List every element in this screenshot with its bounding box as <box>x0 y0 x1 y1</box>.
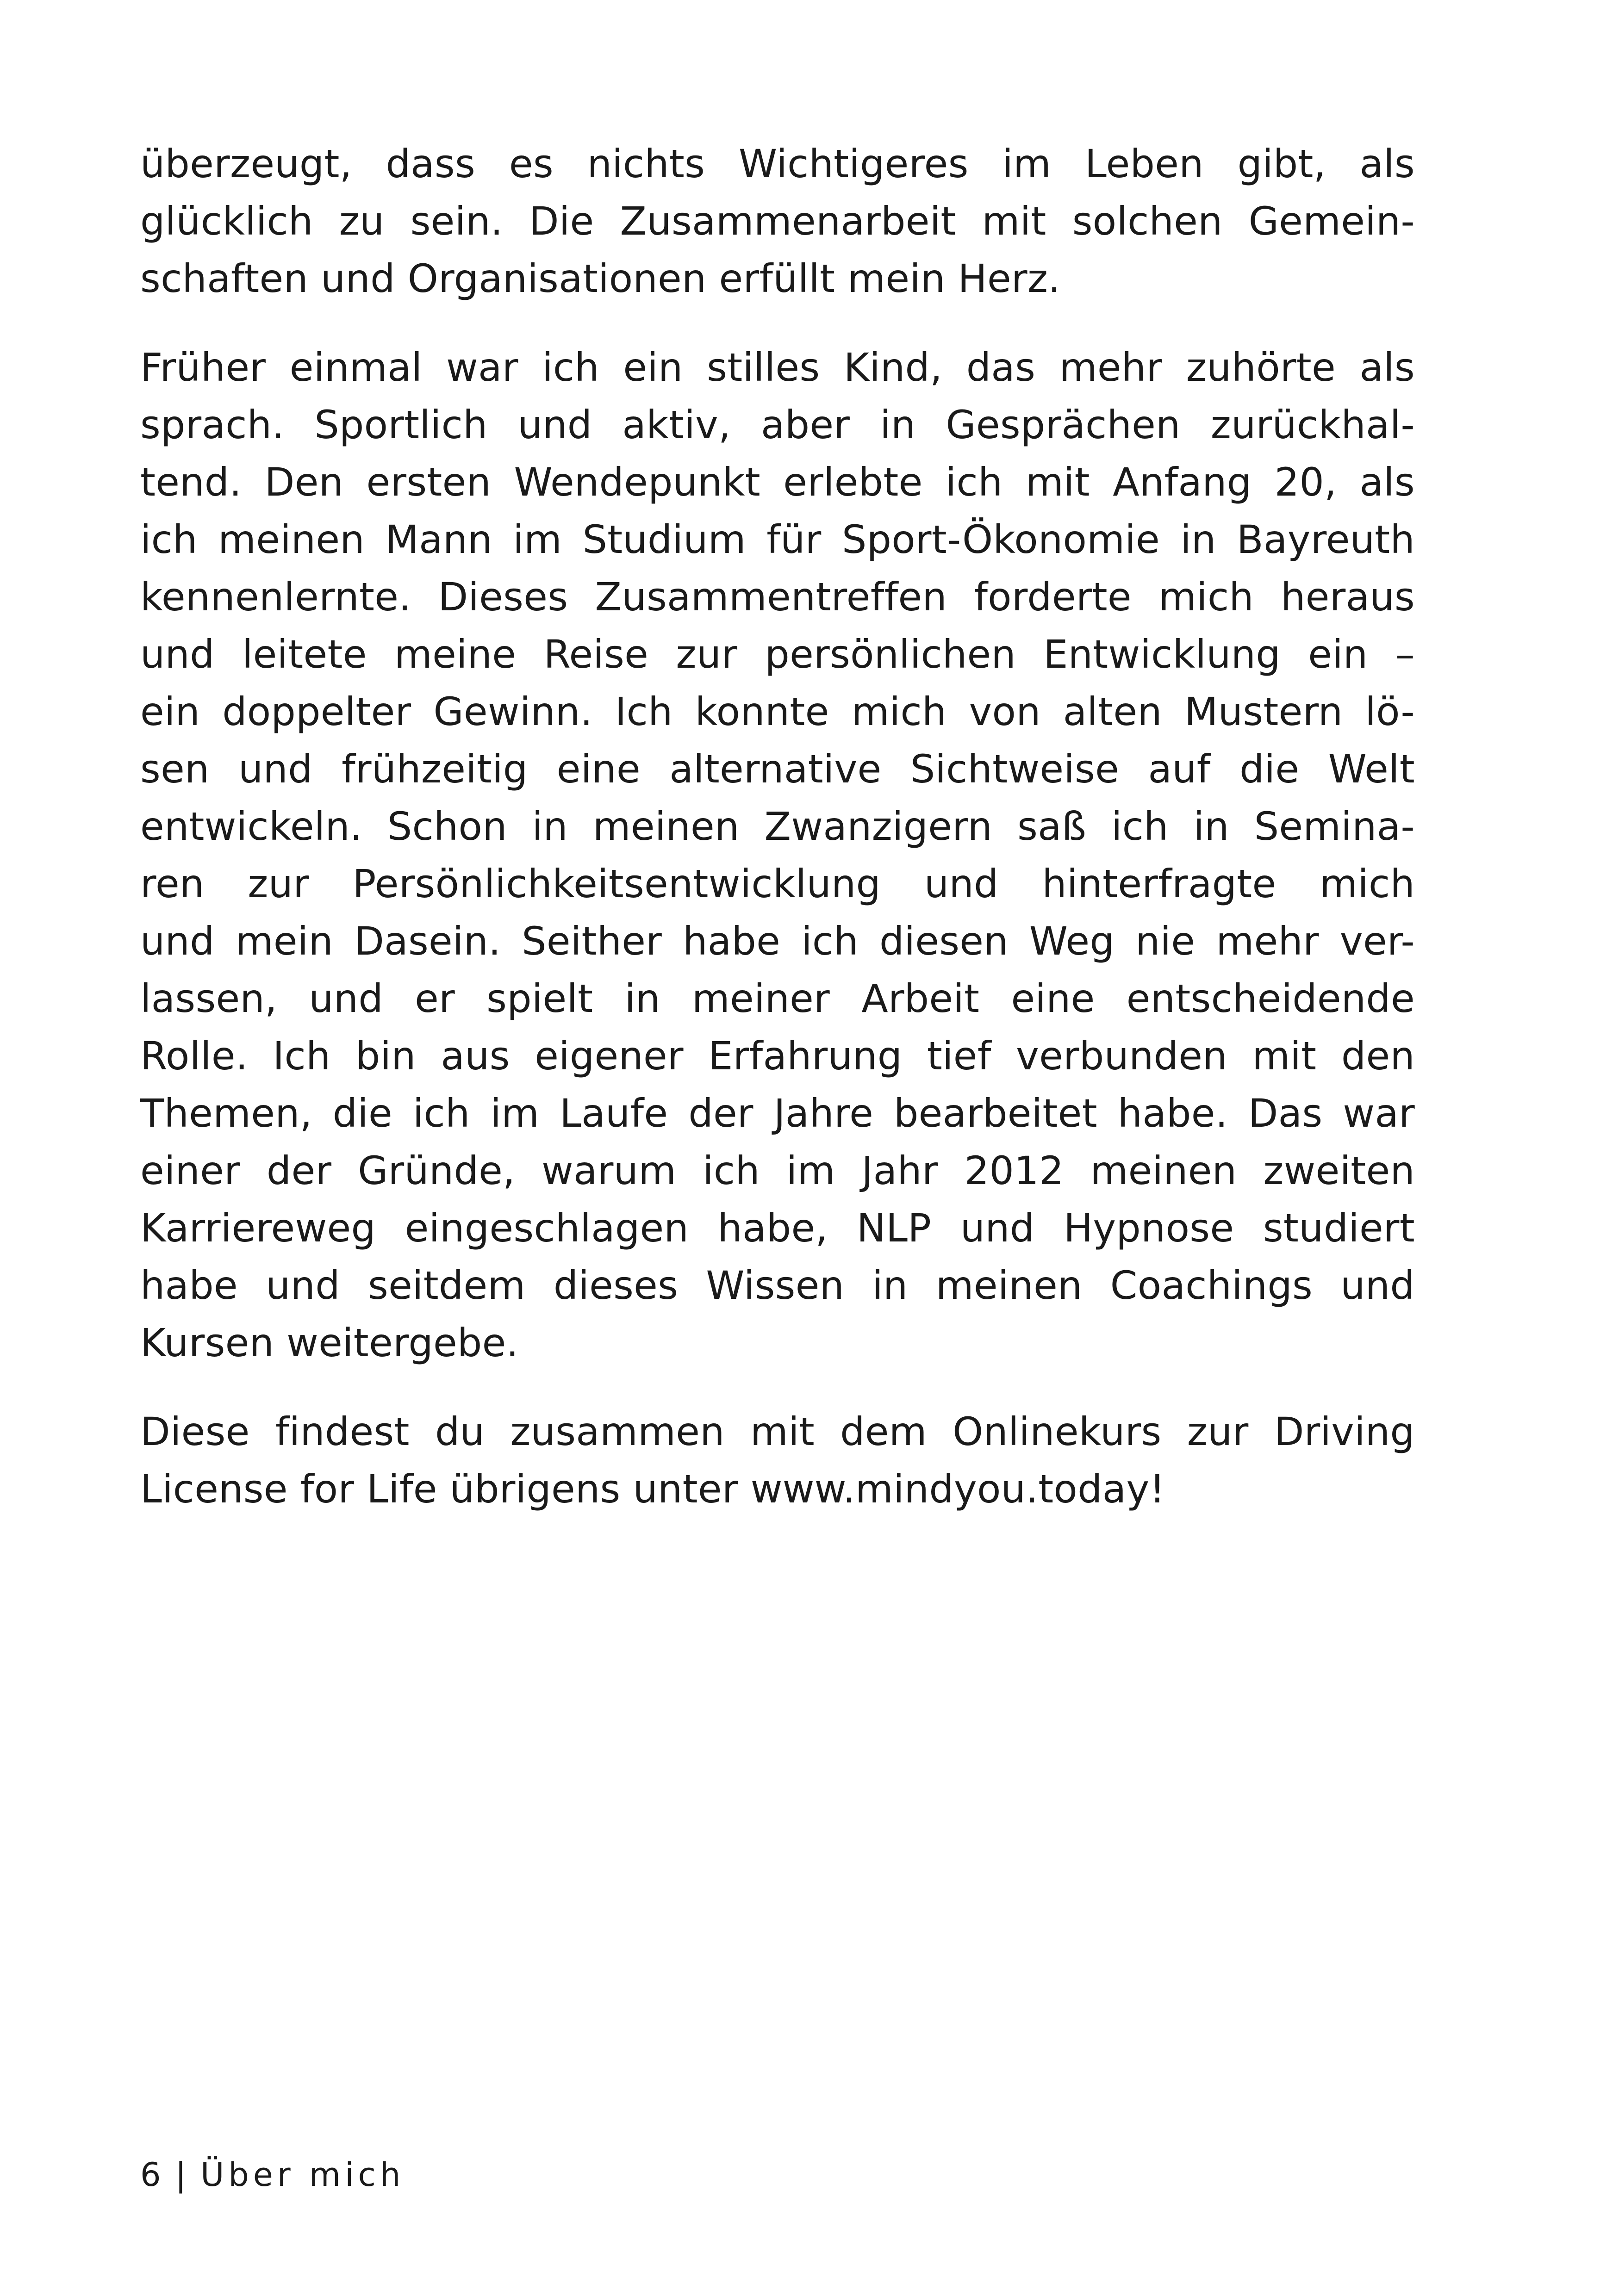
text-line: tend. Den ersten Wendepunkt erlebte ich mit Anfang 20, als <box>140 459 1415 505</box>
text-line: Früher einmal war ich ein stilles Kind, das mehr zuhörte als <box>140 345 1415 390</box>
text-line: License for Life übrigens unter www.mindyou.today! <box>140 1466 1165 1512</box>
text-line: Karriereweg eingeschlagen habe, NLP und Hypnose studiert <box>140 1205 1415 1251</box>
page-footer <box>140 2152 405 2198</box>
text-line: kennenlernte. Dieses Zusammentreffen forderte mich heraus <box>140 574 1415 620</box>
paragraph-3 <box>140 1403 1415 1518</box>
text-line: sprach. Sportlich und aktiv, aber in Gesprächen zurückhal- <box>140 402 1415 447</box>
text-line: und leitete meine Reise zur persönlichen Entwicklung ein – <box>140 632 1415 677</box>
paragraph-2 <box>140 339 1415 1371</box>
text-line: Kursen weitergebe. <box>140 1320 519 1365</box>
text-line: entwickeln. Schon in meinen Zwanzigern saß ich in Semina- <box>140 804 1415 849</box>
footer-separator: | <box>175 2156 191 2194</box>
page-number: 6 <box>140 2156 165 2194</box>
body-text <box>140 135 1415 1518</box>
text-line: schaften und Organisationen erfüllt mein Herz. <box>140 256 1061 301</box>
text-line: habe und seitdem dieses Wissen in meinen Coachings und <box>140 1263 1415 1308</box>
text-line: lassen, und er spielt in meiner Arbeit eine entscheidende <box>140 976 1415 1021</box>
text-line: und mein Dasein. Seither habe ich diesen Weg nie mehr ver- <box>140 918 1415 964</box>
text-line: überzeugt, dass es nichts Wichtigeres im Leben gibt, als <box>140 141 1415 186</box>
text-line: sen und frühzeitig eine alternative Sichtweise auf die Welt <box>140 746 1415 792</box>
text-line: ein doppelter Gewinn. Ich konnte mich von alten Mustern lö- <box>140 689 1415 734</box>
text-line: glücklich zu sein. Die Zusammenarbeit mit solchen Gemein- <box>140 199 1415 244</box>
paragraph-1 <box>140 135 1415 307</box>
text-line: Themen, die ich im Laufe der Jahre bearbeitet habe. Das war <box>140 1091 1415 1136</box>
text-line: ren zur Persönlichkeitsentwicklung und hinterfragte mich <box>140 861 1415 906</box>
text-line: ich meinen Mann im Studium für Sport-Ökonomie in Bayreuth <box>140 517 1415 562</box>
section-title: Über mich <box>200 2156 405 2194</box>
text-line: Rolle. Ich bin aus eigener Erfahrung tief verbunden mit den <box>140 1033 1415 1079</box>
text-line: einer der Gründe, warum ich im Jahr 2012 meinen zweiten <box>140 1148 1415 1193</box>
text-line: Diese findest du zusammen mit dem Onlinekurs zur Driving <box>140 1409 1415 1454</box>
